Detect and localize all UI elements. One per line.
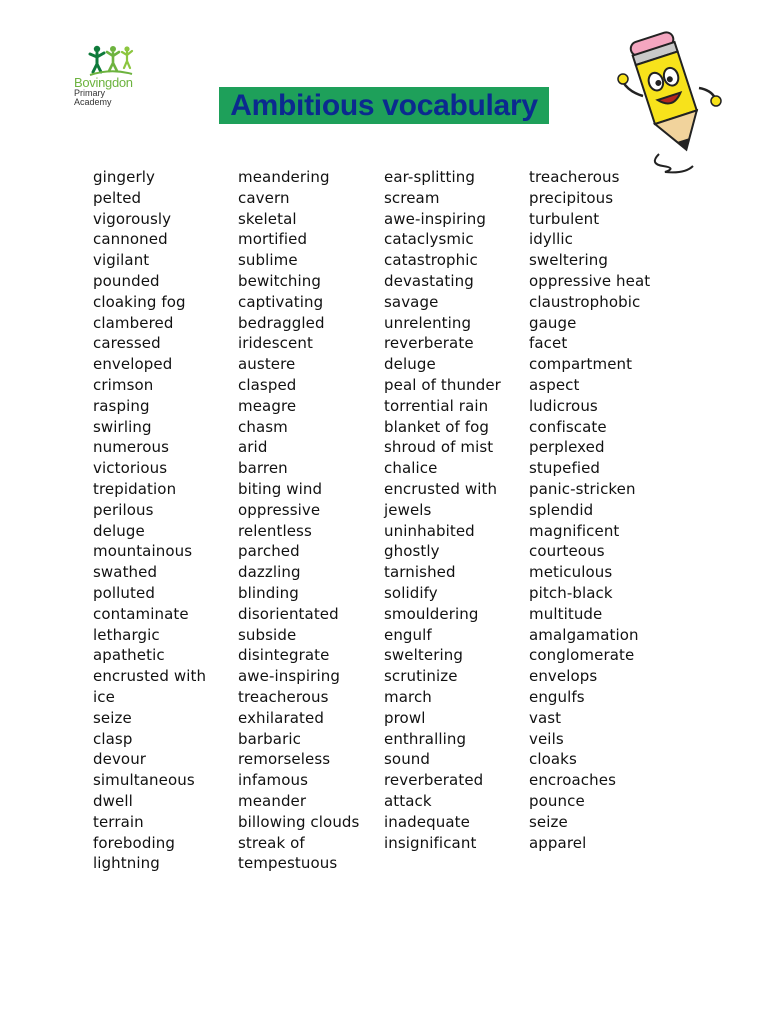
vocabulary-word: scrutinize [384, 667, 458, 686]
vocabulary-word: seize [529, 812, 568, 831]
vocabulary-word: barren [238, 459, 288, 478]
vocabulary-word: foreboding [93, 833, 175, 852]
vocabulary-word: encrusted with [93, 667, 207, 686]
vocabulary-word: blinding [238, 583, 299, 602]
vocabulary-word: disintegrate [238, 646, 330, 665]
vocabulary-word: skeletal [238, 209, 297, 228]
vocabulary-word: bedraggled [238, 313, 325, 332]
vocabulary-word: cloaks [529, 750, 577, 769]
vocabulary-word: smouldering [384, 604, 479, 623]
vocabulary-word: meagre [238, 396, 297, 415]
vocabulary-word: encrusted with [384, 479, 498, 498]
vocabulary-word: conglomerate [529, 646, 635, 665]
vocabulary-word: reverberated [384, 771, 484, 790]
vocabulary-word: awe-inspiring [238, 667, 340, 686]
vocabulary-word: perplexed [529, 438, 605, 457]
vocabulary-word: oppressive [238, 500, 321, 519]
vocabulary-word: meandering [238, 168, 330, 186]
vocabulary-word: exhilarated [238, 708, 324, 727]
vocabulary-word: captivating [238, 292, 324, 311]
vocabulary-word: stupefied [529, 459, 601, 478]
vocabulary-word: pounce [529, 791, 585, 810]
vocabulary-word: shroud of mist [384, 438, 494, 457]
vocabulary-word: jewels [384, 500, 432, 519]
vocabulary-word: disorientated [238, 604, 339, 623]
vocabulary-word: gauge [529, 313, 577, 332]
vocabulary-word: idyllic [529, 230, 574, 249]
vocabulary-word: march [384, 687, 432, 706]
vocabulary-word: encroaches [529, 771, 616, 790]
vocabulary-column-3 [384, 167, 501, 853]
vocabulary-word: meander [238, 791, 307, 810]
vocabulary-word: parched [238, 542, 300, 561]
vocabulary-word: sweltering [384, 646, 463, 665]
vocabulary-word: iridescent [238, 334, 313, 353]
vocabulary-word: engulf [384, 625, 432, 644]
vocabulary-word: dwell [93, 791, 133, 810]
vocabulary-word: courteous [529, 542, 605, 561]
vocabulary-word: apathetic [93, 646, 165, 665]
vocabulary-word: awe-inspiring [384, 209, 486, 228]
vocabulary-word: apparel [529, 833, 587, 852]
vocabulary-word: aspect [529, 375, 580, 394]
vocabulary-word: crimson [93, 375, 154, 394]
vocabulary-word: savage [384, 292, 439, 311]
logo-line-3: Academy [74, 97, 112, 107]
logo-line-1: Bovingdon [74, 75, 133, 90]
vocabulary-word: victorious [93, 459, 168, 478]
vocabulary-word: amalgamation [529, 625, 639, 644]
vocabulary-word: simultaneous [93, 771, 195, 790]
vocabulary-word: claustrophobic [529, 292, 641, 311]
vocabulary-word: blanket of fog [384, 417, 490, 436]
vocabulary-word: ear-splitting [384, 168, 475, 186]
vocabulary-word: trepidation [93, 479, 177, 498]
vocabulary-word: uninhabited [384, 521, 475, 540]
vocabulary-word: relentless [238, 521, 312, 540]
vocabulary-word: pelted [93, 188, 142, 207]
vocabulary-word: prowl [384, 708, 426, 727]
vocabulary-word: vigilant [93, 251, 150, 270]
vocabulary-word: austere [238, 355, 296, 374]
vocabulary-word: reverberate [384, 334, 474, 353]
vocabulary-word: treacherous [529, 168, 620, 186]
vocabulary-word: chasm [238, 417, 288, 436]
vocabulary-word: pounded [93, 271, 160, 290]
page-title: Ambitious vocabulary [219, 87, 549, 124]
logo-text [74, 76, 133, 107]
vocabulary-word: magnificent [529, 521, 620, 540]
vocabulary-word: perilous [93, 500, 154, 519]
vocabulary-word: bewitching [238, 271, 322, 290]
vocabulary-word: solidify [384, 583, 438, 602]
vocabulary-word: devastating [384, 271, 474, 290]
vocabulary-word: inadequate [384, 812, 470, 831]
vocabulary-word: vigorously [93, 209, 172, 228]
vocabulary-word: sweltering [529, 251, 608, 270]
vocabulary-column-4 [529, 167, 650, 853]
vocabulary-word: engulfs [529, 687, 585, 706]
school-logo [70, 44, 150, 114]
vocabulary-word: insignificant [384, 833, 477, 852]
vocabulary-word: catastrophic [384, 251, 478, 270]
vocabulary-word: clasp [93, 729, 133, 748]
vocabulary-word: enveloped [93, 355, 173, 374]
vocabulary-word: tarnished [384, 563, 456, 582]
vocabulary-word: vast [529, 708, 562, 727]
vocabulary-word: swathed [93, 563, 158, 582]
vocabulary-word: infamous [238, 771, 309, 790]
vocabulary-word: deluge [93, 521, 145, 540]
vocabulary-word: facet [529, 334, 568, 353]
vocabulary-word: numerous [93, 438, 169, 457]
vocabulary-word: precipitous [529, 188, 614, 207]
vocabulary-word: splendid [529, 500, 594, 519]
vocabulary-word: multitude [529, 604, 603, 623]
vocabulary-word: remorseless [238, 750, 331, 769]
vocabulary-column-2 [238, 167, 359, 874]
vocabulary-word: cannoned [93, 230, 168, 249]
vocabulary-word: enthralling [384, 729, 467, 748]
vocabulary-word: cataclysmic [384, 230, 474, 249]
vocabulary-word: cavern [238, 188, 290, 207]
vocabulary-word: ice [93, 687, 115, 706]
vocabulary-word: dazzling [238, 563, 301, 582]
vocabulary-word: envelops [529, 667, 598, 686]
figures-icon [88, 44, 134, 78]
vocabulary-word: peal of thunder [384, 375, 501, 394]
vocabulary-word: biting wind [238, 479, 323, 498]
vocabulary-word: veils [529, 729, 564, 748]
pencil-character-icon [615, 26, 725, 176]
vocabulary-word: oppressive heat [529, 271, 651, 290]
vocabulary-word: treacherous [238, 687, 329, 706]
vocabulary-word: turbulent [529, 209, 600, 228]
vocabulary-word: streak of [238, 833, 305, 852]
vocabulary-word: sublime [238, 251, 298, 270]
vocabulary-word: meticulous [529, 563, 613, 582]
vocabulary-column-1 [93, 167, 206, 874]
vocabulary-word: pitch-black [529, 583, 613, 602]
vocabulary-word: subside [238, 625, 297, 644]
vocabulary-word: swirling [93, 417, 152, 436]
vocabulary-word: caressed [93, 334, 161, 353]
vocabulary-word: deluge [384, 355, 436, 374]
vocabulary-word: confiscate [529, 417, 607, 436]
vocabulary-word: unrelenting [384, 313, 472, 332]
vocabulary-word: barbaric [238, 729, 301, 748]
vocabulary-word: sound [384, 750, 431, 769]
vocabulary-word: ghostly [384, 542, 440, 561]
vocabulary-word: contaminate [93, 604, 189, 623]
vocabulary-word: tempestuous [238, 854, 338, 873]
vocabulary-word: polluted [93, 583, 155, 602]
vocabulary-word: seize [93, 708, 132, 727]
vocabulary-word: gingerly [93, 168, 155, 186]
vocabulary-word: lightning [93, 854, 160, 873]
vocabulary-word: devour [93, 750, 147, 769]
vocabulary-word: billowing clouds [238, 812, 360, 831]
vocabulary-word: panic-stricken [529, 479, 636, 498]
vocabulary-word: chalice [384, 459, 438, 478]
vocabulary-word: mortified [238, 230, 308, 249]
vocabulary-word: clasped [238, 375, 297, 394]
logo-line-2: Primary [74, 88, 105, 98]
vocabulary-word: cloaking fog [93, 292, 186, 311]
vocabulary-word: terrain [93, 812, 144, 831]
vocabulary-word: rasping [93, 396, 150, 415]
vocabulary-word: arid [238, 438, 268, 457]
vocabulary-word: ludicrous [529, 396, 598, 415]
vocabulary-word: torrential rain [384, 396, 489, 415]
vocabulary-word: lethargic [93, 625, 160, 644]
vocabulary-word: compartment [529, 355, 633, 374]
vocabulary-word: clambered [93, 313, 174, 332]
vocabulary-word: attack [384, 791, 432, 810]
vocabulary-word: scream [384, 188, 440, 207]
vocabulary-word: mountainous [93, 542, 193, 561]
